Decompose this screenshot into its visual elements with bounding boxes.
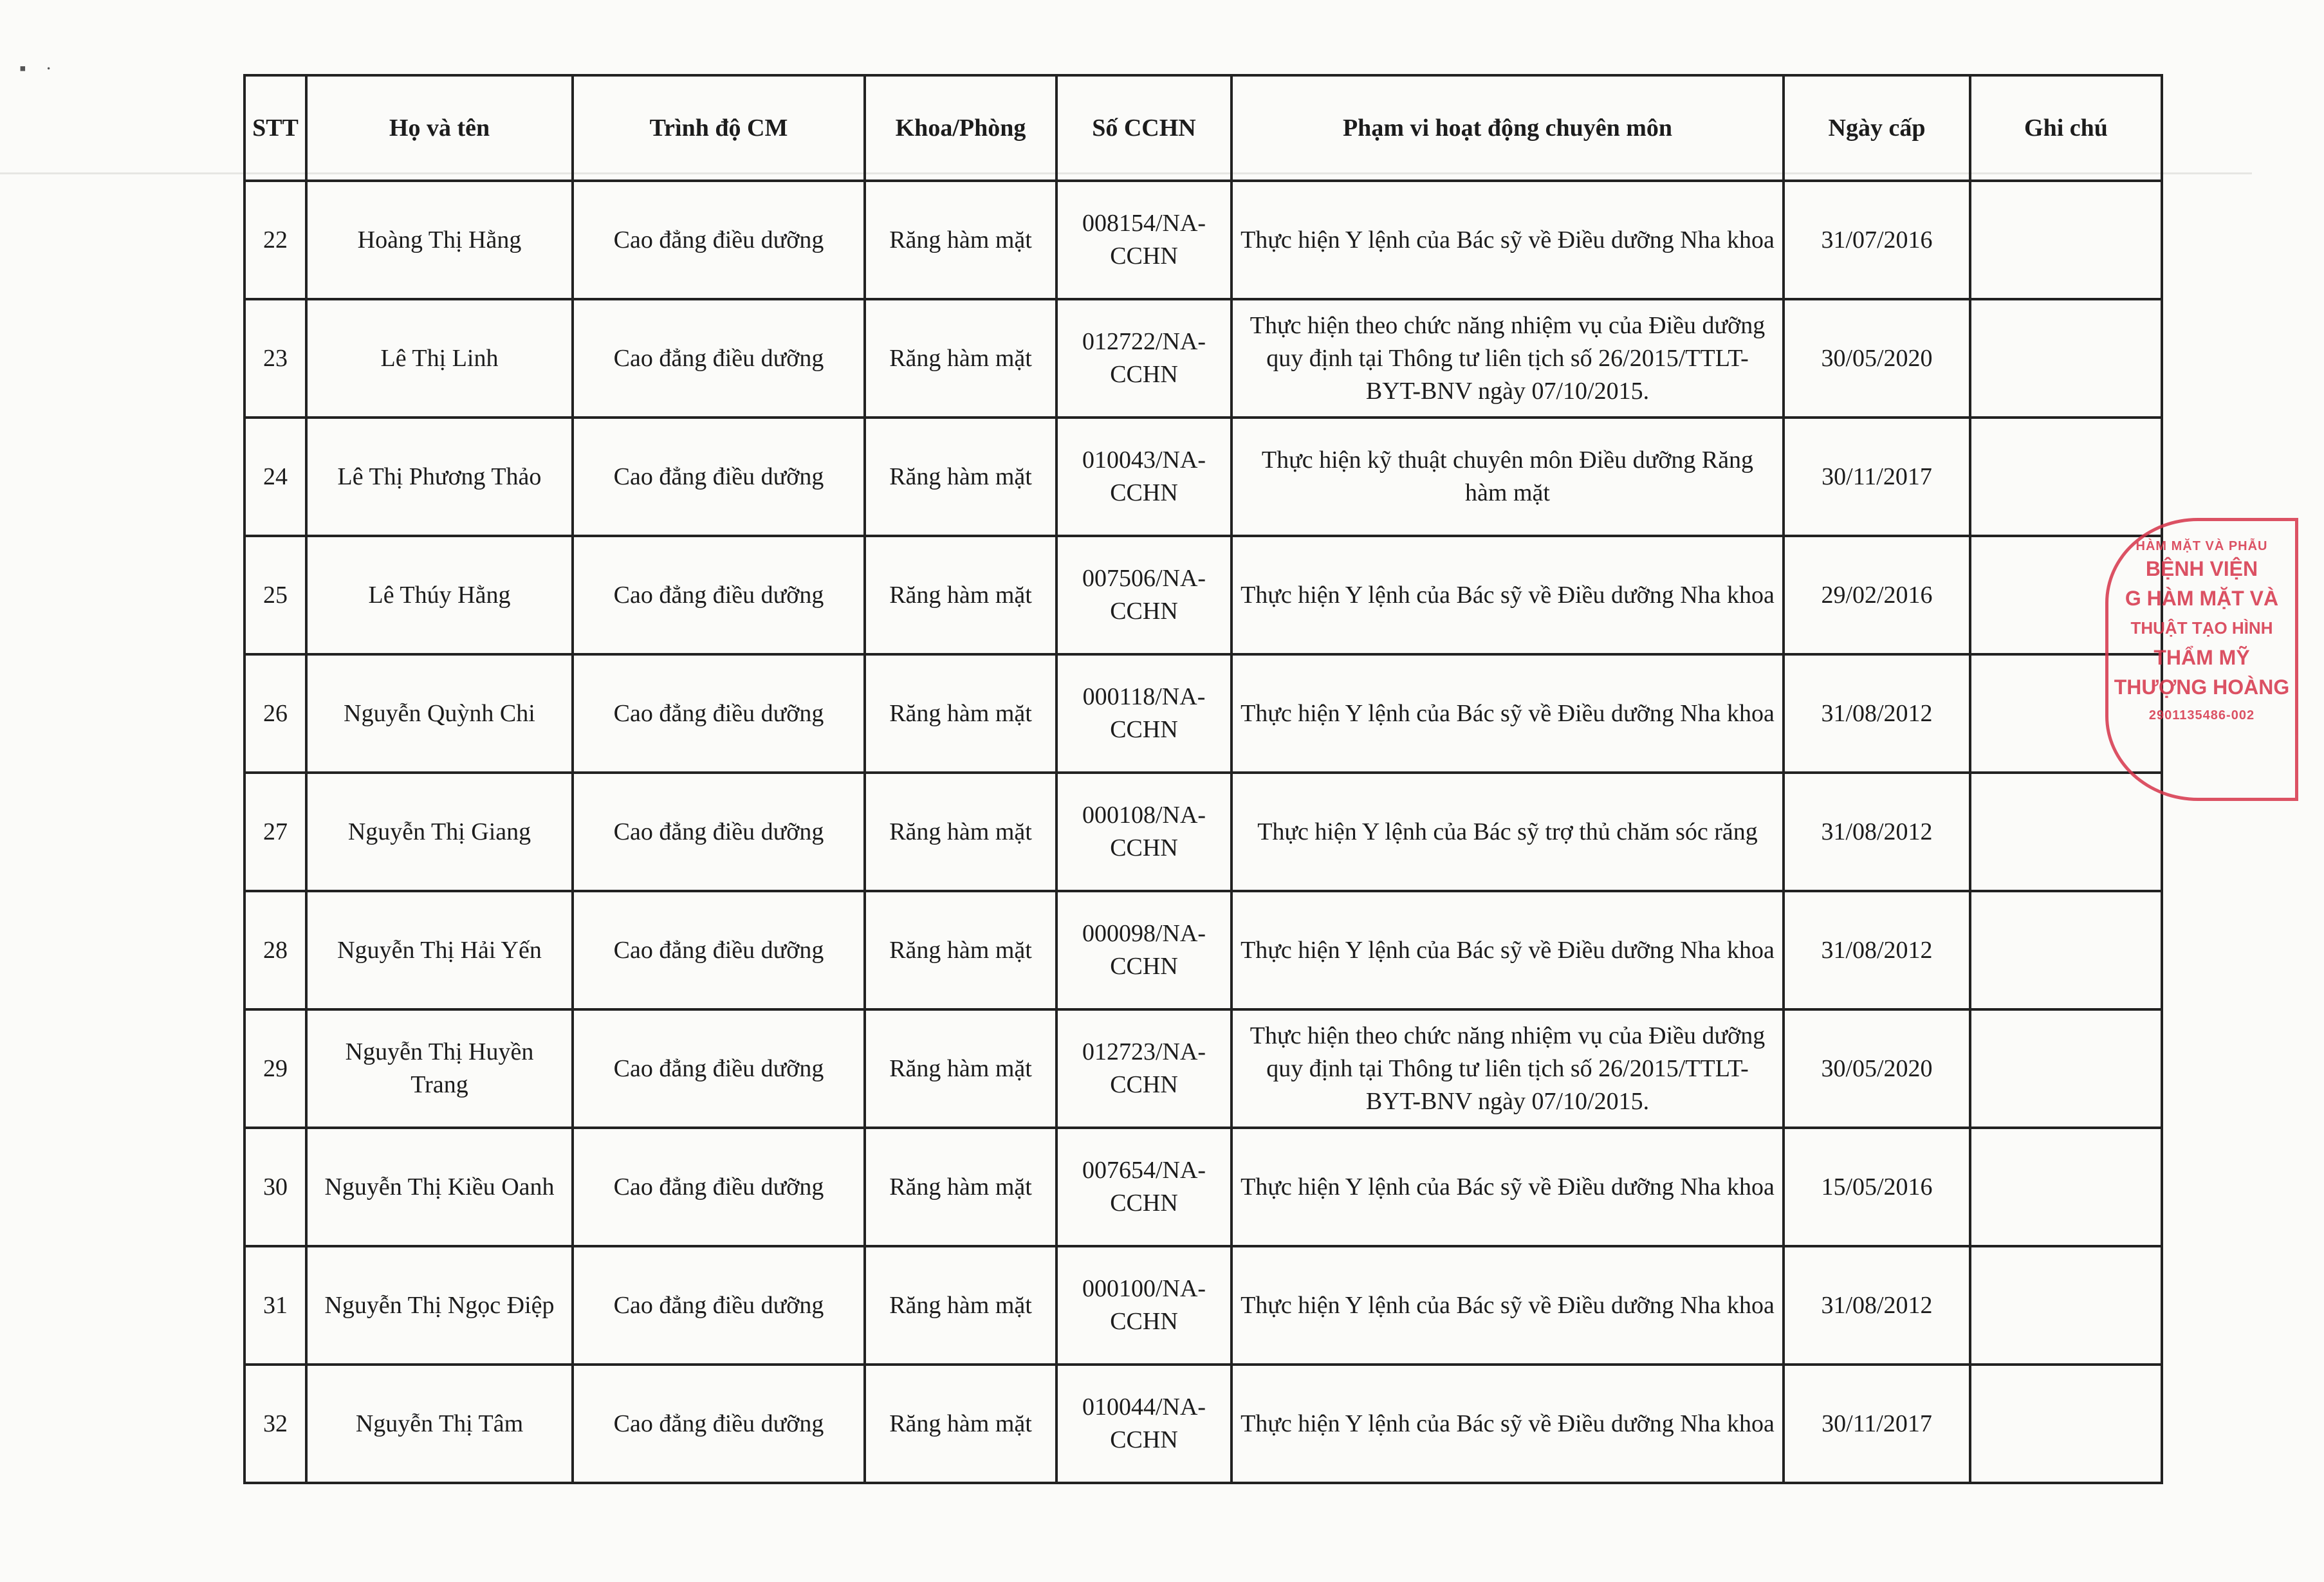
col-issue-date-cell: 15/05/2016 xyxy=(1784,1128,1970,1246)
col-practice-scope-cell: Thực hiện Y lệnh của Bác sỹ về Điều dưỡng Nha khoa xyxy=(1231,1246,1784,1365)
col-qualification-cell: Cao đẳng điều dưỡng xyxy=(573,654,865,773)
col-practice-scope-cell: Thực hiện Y lệnh của Bác sỹ về Điều dưỡng Nha khoa xyxy=(1231,1128,1784,1246)
col-department-cell: Răng hàm mặt xyxy=(865,891,1056,1009)
col-license-number-cell: 012722/NA-CCHN xyxy=(1056,299,1231,418)
col-practice-scope-cell: Thực hiện kỹ thuật chuyên môn Điều dưỡng Răng hàm mặt xyxy=(1231,418,1784,536)
col-license-number-cell: 000108/NA-CCHN xyxy=(1056,773,1231,891)
col-stt-header: STT xyxy=(244,75,306,181)
col-issue-date-cell: 30/05/2020 xyxy=(1784,299,1970,418)
col-full-name-cell: Nguyễn Thị Hải Yến xyxy=(306,891,573,1009)
col-stt-cell: 28 xyxy=(244,891,306,1009)
col-qualification-cell: Cao đẳng điều dưỡng xyxy=(573,1009,865,1128)
col-license-number-cell: 012723/NA-CCHN xyxy=(1056,1009,1231,1128)
col-issue-date-cell: 31/08/2012 xyxy=(1784,654,1970,773)
table-row xyxy=(244,1009,2162,1128)
col-stt-cell: 31 xyxy=(244,1246,306,1365)
col-qualification-header: Trình độ CM xyxy=(573,75,865,181)
col-practice-scope-header: Phạm vi hoạt động chuyên môn xyxy=(1231,75,1784,181)
col-practice-scope-cell: Thực hiện theo chức năng nhiệm vụ của Điều dưỡng quy định tại Thông tư liên tịch số 26/2015/TTLT-BYT-BNV ngày 07/10/2015. xyxy=(1231,1009,1784,1128)
col-department-cell: Răng hàm mặt xyxy=(865,773,1056,891)
col-practice-scope-cell: Thực hiện theo chức năng nhiệm vụ của Điều dưỡng quy định tại Thông tư liên tịch số 26/2015/TTLT-BYT-BNV ngày 07/10/2015. xyxy=(1231,299,1784,418)
col-stt-cell: 22 xyxy=(244,181,306,299)
col-department-cell: Răng hàm mặt xyxy=(865,1009,1056,1128)
col-issue-date-cell: 30/11/2017 xyxy=(1784,1365,1970,1483)
header-row xyxy=(244,75,2162,181)
col-notes-cell xyxy=(1970,891,2162,1009)
col-license-number-cell: 000118/NA-CCHN xyxy=(1056,654,1231,773)
stamp-line: THƯỢNG HOÀNG xyxy=(2114,676,2290,699)
col-stt-cell: 30 xyxy=(244,1128,306,1246)
col-qualification-cell: Cao đẳng điều dưỡng xyxy=(573,1128,865,1246)
col-stt-cell: 23 xyxy=(244,299,306,418)
col-full-name-cell: Nguyễn Thị Giang xyxy=(306,773,573,891)
col-qualification-cell: Cao đẳng điều dưỡng xyxy=(573,418,865,536)
col-full-name-cell: Lê Thúy Hằng xyxy=(306,536,573,654)
col-practice-scope-cell: Thực hiện Y lệnh của Bác sỹ trợ thủ chăm sóc răng xyxy=(1231,773,1784,891)
col-department-cell: Răng hàm mặt xyxy=(865,181,1056,299)
col-notes-header: Ghi chú xyxy=(1970,75,2162,181)
col-license-number-header: Số CCHN xyxy=(1056,75,1231,181)
col-issue-date-cell: 31/08/2012 xyxy=(1784,773,1970,891)
col-stt-cell: 24 xyxy=(244,418,306,536)
table-row xyxy=(244,1128,2162,1246)
col-qualification-cell: Cao đẳng điều dưỡng xyxy=(573,299,865,418)
col-stt-cell: 26 xyxy=(244,654,306,773)
stamp-ring-bottom: 2901135486-002 xyxy=(2148,708,2255,722)
col-stt-cell: 32 xyxy=(244,1365,306,1483)
col-notes-cell xyxy=(1970,1009,2162,1128)
col-department-cell: Răng hàm mặt xyxy=(865,1128,1056,1246)
col-department-cell: Răng hàm mặt xyxy=(865,418,1056,536)
col-license-number-cell: 007506/NA-CCHN xyxy=(1056,536,1231,654)
col-license-number-cell: 000100/NA-CCHN xyxy=(1056,1246,1231,1365)
col-full-name-header: Họ và tên xyxy=(306,75,573,181)
col-full-name-cell: Nguyễn Thị Kiều Oanh xyxy=(306,1128,573,1246)
col-issue-date-header: Ngày cấp xyxy=(1784,75,1970,181)
col-license-number-cell: 000098/NA-CCHN xyxy=(1056,891,1231,1009)
col-practice-scope-cell: Thực hiện Y lệnh của Bác sỹ về Điều dưỡng Nha khoa xyxy=(1231,891,1784,1009)
col-license-number-cell: 008154/NA-CCHN xyxy=(1056,181,1231,299)
col-department-cell: Răng hàm mặt xyxy=(865,1365,1056,1483)
staff-roster-table xyxy=(243,74,2163,1484)
red-hospital-stamp xyxy=(2105,518,2324,820)
col-license-number-cell: 010043/NA-CCHN xyxy=(1056,418,1231,536)
stamp-line: G HÀM MẶT VÀ xyxy=(2125,587,2279,610)
col-qualification-cell: Cao đẳng điều dưỡng xyxy=(573,181,865,299)
col-qualification-cell: Cao đẳng điều dưỡng xyxy=(573,1246,865,1365)
col-full-name-cell: Lê Thị Phương Thảo xyxy=(306,418,573,536)
col-qualification-cell: Cao đẳng điều dưỡng xyxy=(573,536,865,654)
stamp-line: BỆNH VIỆN xyxy=(2145,557,2258,580)
col-notes-cell xyxy=(1970,181,2162,299)
col-full-name-cell: Hoàng Thị Hằng xyxy=(306,181,573,299)
col-stt-cell: 25 xyxy=(244,536,306,654)
col-issue-date-cell: 30/11/2017 xyxy=(1784,418,1970,536)
scan-specks: ▪ · xyxy=(19,58,52,79)
col-issue-date-cell: 31/07/2016 xyxy=(1784,181,1970,299)
col-full-name-cell: Lê Thị Linh xyxy=(306,299,573,418)
col-stt-cell: 29 xyxy=(244,1009,306,1128)
table-row xyxy=(244,1365,2162,1483)
table-body xyxy=(244,181,2162,1483)
table-row xyxy=(244,654,2162,773)
col-notes-cell xyxy=(1970,299,2162,418)
col-notes-cell xyxy=(1970,1128,2162,1246)
col-full-name-cell: Nguyễn Quỳnh Chi xyxy=(306,654,573,773)
col-practice-scope-cell: Thực hiện Y lệnh của Bác sỹ về Điều dưỡng Nha khoa xyxy=(1231,1365,1784,1483)
col-qualification-cell: Cao đẳng điều dưỡng xyxy=(573,773,865,891)
col-full-name-cell: Nguyễn Thị Huyền Trang xyxy=(306,1009,573,1128)
col-qualification-cell: Cao đẳng điều dưỡng xyxy=(573,1365,865,1483)
table-row xyxy=(244,773,2162,891)
col-practice-scope-cell: Thực hiện Y lệnh của Bác sỹ về Điều dưỡng Nha khoa xyxy=(1231,654,1784,773)
col-issue-date-cell: 30/05/2020 xyxy=(1784,1009,1970,1128)
table-row xyxy=(244,181,2162,299)
stamp-line: THẨM MỸ xyxy=(2153,646,2250,669)
col-practice-scope-cell: Thực hiện Y lệnh của Bác sỹ về Điều dưỡng Nha khoa xyxy=(1231,536,1784,654)
table-row xyxy=(244,536,2162,654)
col-practice-scope-cell: Thực hiện Y lệnh của Bác sỹ về Điều dưỡng Nha khoa xyxy=(1231,181,1784,299)
stamp-ring-top: HÀM MẶT VÀ PHẪU xyxy=(2135,539,2268,553)
col-license-number-cell: 007654/NA-CCHN xyxy=(1056,1128,1231,1246)
col-notes-cell xyxy=(1970,1365,2162,1483)
col-qualification-cell: Cao đẳng điều dưỡng xyxy=(573,891,865,1009)
col-issue-date-cell: 31/08/2012 xyxy=(1784,1246,1970,1365)
col-issue-date-cell: 29/02/2016 xyxy=(1784,536,1970,654)
stamp-line: THUẬT TẠO HÌNH xyxy=(2130,618,2273,638)
col-department-cell: Răng hàm mặt xyxy=(865,654,1056,773)
col-notes-cell xyxy=(1970,1246,2162,1365)
col-issue-date-cell: 31/08/2012 xyxy=(1784,891,1970,1009)
col-stt-cell: 27 xyxy=(244,773,306,891)
table-row xyxy=(244,418,2162,536)
col-department-cell: Răng hàm mặt xyxy=(865,1246,1056,1365)
table-row xyxy=(244,1246,2162,1365)
col-department-header: Khoa/Phòng xyxy=(865,75,1056,181)
col-department-cell: Răng hàm mặt xyxy=(865,536,1056,654)
col-license-number-cell: 010044/NA-CCHN xyxy=(1056,1365,1231,1483)
col-full-name-cell: Nguyễn Thị Ngọc Điệp xyxy=(306,1246,573,1365)
col-department-cell: Răng hàm mặt xyxy=(865,299,1056,418)
table-row xyxy=(244,891,2162,1009)
table-row xyxy=(244,299,2162,418)
col-full-name-cell: Nguyễn Thị Tâm xyxy=(306,1365,573,1483)
